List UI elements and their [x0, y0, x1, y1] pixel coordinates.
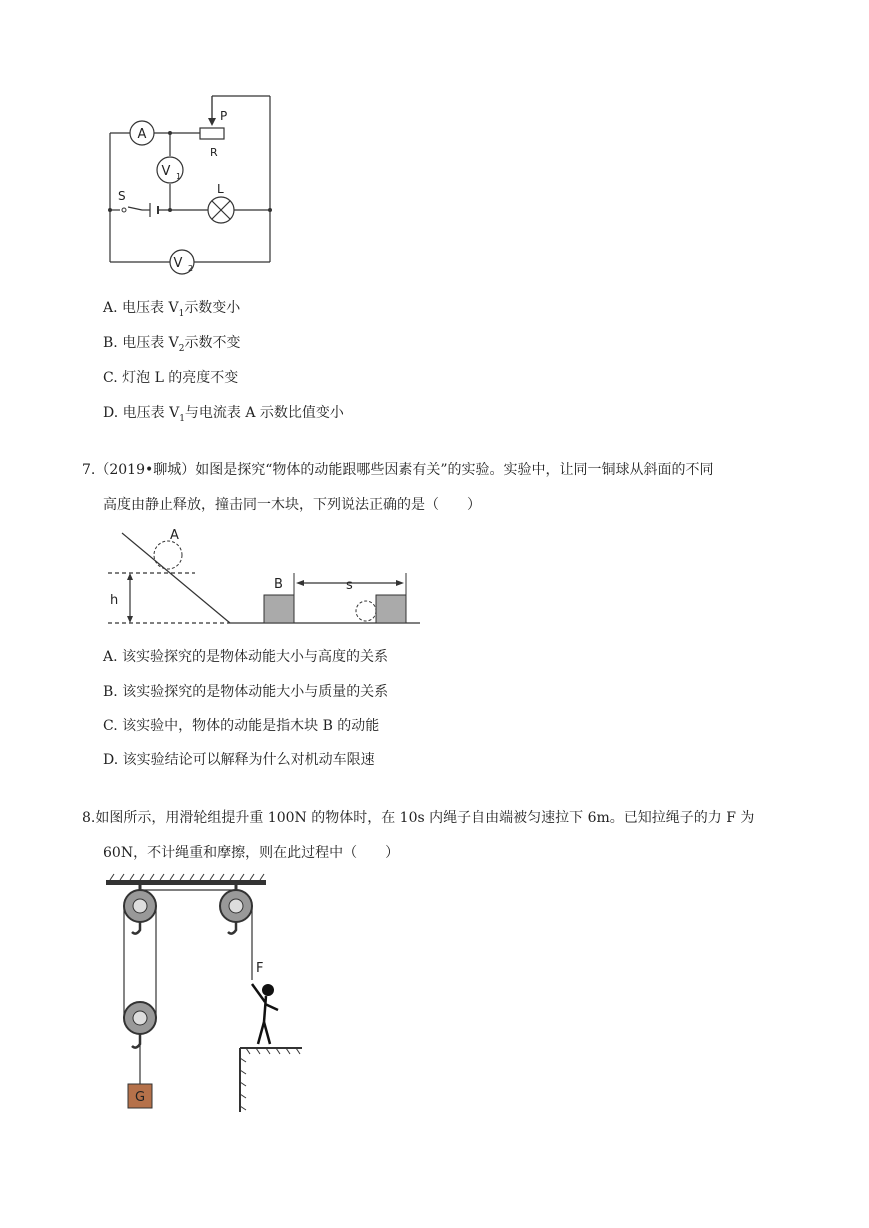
q7-option-a: A. 该实验探究的是物体动能大小与高度的关系 [103, 649, 389, 665]
q6-option-c: C. 灯泡 L 的亮度不变 [103, 370, 239, 386]
q6-option-b: B. 电压表 $V_2$示数不变 [103, 335, 241, 354]
distance-label: s [346, 578, 353, 593]
q6-option-d: D. 电压表 $V_1$与电流表 A 示数比值变小 [103, 405, 344, 424]
voltmeter-2-label: V [173, 256, 183, 271]
q7-stem-line2: 高度由静止释放，撞击同一木块，下列说法正确的是（ ） [103, 497, 481, 513]
force-label: F [256, 961, 264, 976]
q7-option-c: C. 该实验中，物体的动能是指木块 B 的动能 [103, 718, 380, 734]
voltmeter-2-sub: 2 [188, 264, 194, 273]
incline-experiment-diagram [100, 527, 430, 631]
q7-option-b: B. 该实验探究的是物体动能大小与质量的关系 [103, 684, 389, 700]
ammeter-label: A [137, 127, 147, 142]
weight-label: G [134, 1090, 146, 1105]
q8-stem-line2: 60N，不计绳重和摩擦，则在此过程中（ ） [103, 845, 400, 861]
q7-option-d: D. 该实验结论可以解释为什么对机动车限速 [103, 752, 375, 768]
q7-stem-line1: 7.（2019•聊城）如图是探究“物体的动能跟哪些因素有关”的实验。实验中，让同一铜球从斜面的不同 [82, 462, 714, 478]
resistor-label: R [210, 146, 218, 159]
lamp-label: L [217, 182, 224, 196]
voltmeter-1-label: V [161, 164, 171, 179]
q8-stem-line1: 8.如图所示，用滑轮组提升重 100N 的物体时，在 10s 内绳子自由端被匀速拉下 6m。已知拉绳子的力 F 为 [82, 810, 755, 826]
slider-label: P [220, 109, 228, 123]
block-b-label: B [274, 577, 283, 592]
q6-option-a: A. 电压表 $V_1$示数变小 [103, 300, 241, 319]
height-label: h [110, 593, 119, 608]
ball-a-label: A [170, 528, 179, 543]
pulley-system-diagram [100, 872, 310, 1117]
switch-label: S [118, 189, 126, 203]
voltmeter-1-sub: 1 [176, 172, 182, 181]
circuit-diagram [100, 90, 280, 280]
